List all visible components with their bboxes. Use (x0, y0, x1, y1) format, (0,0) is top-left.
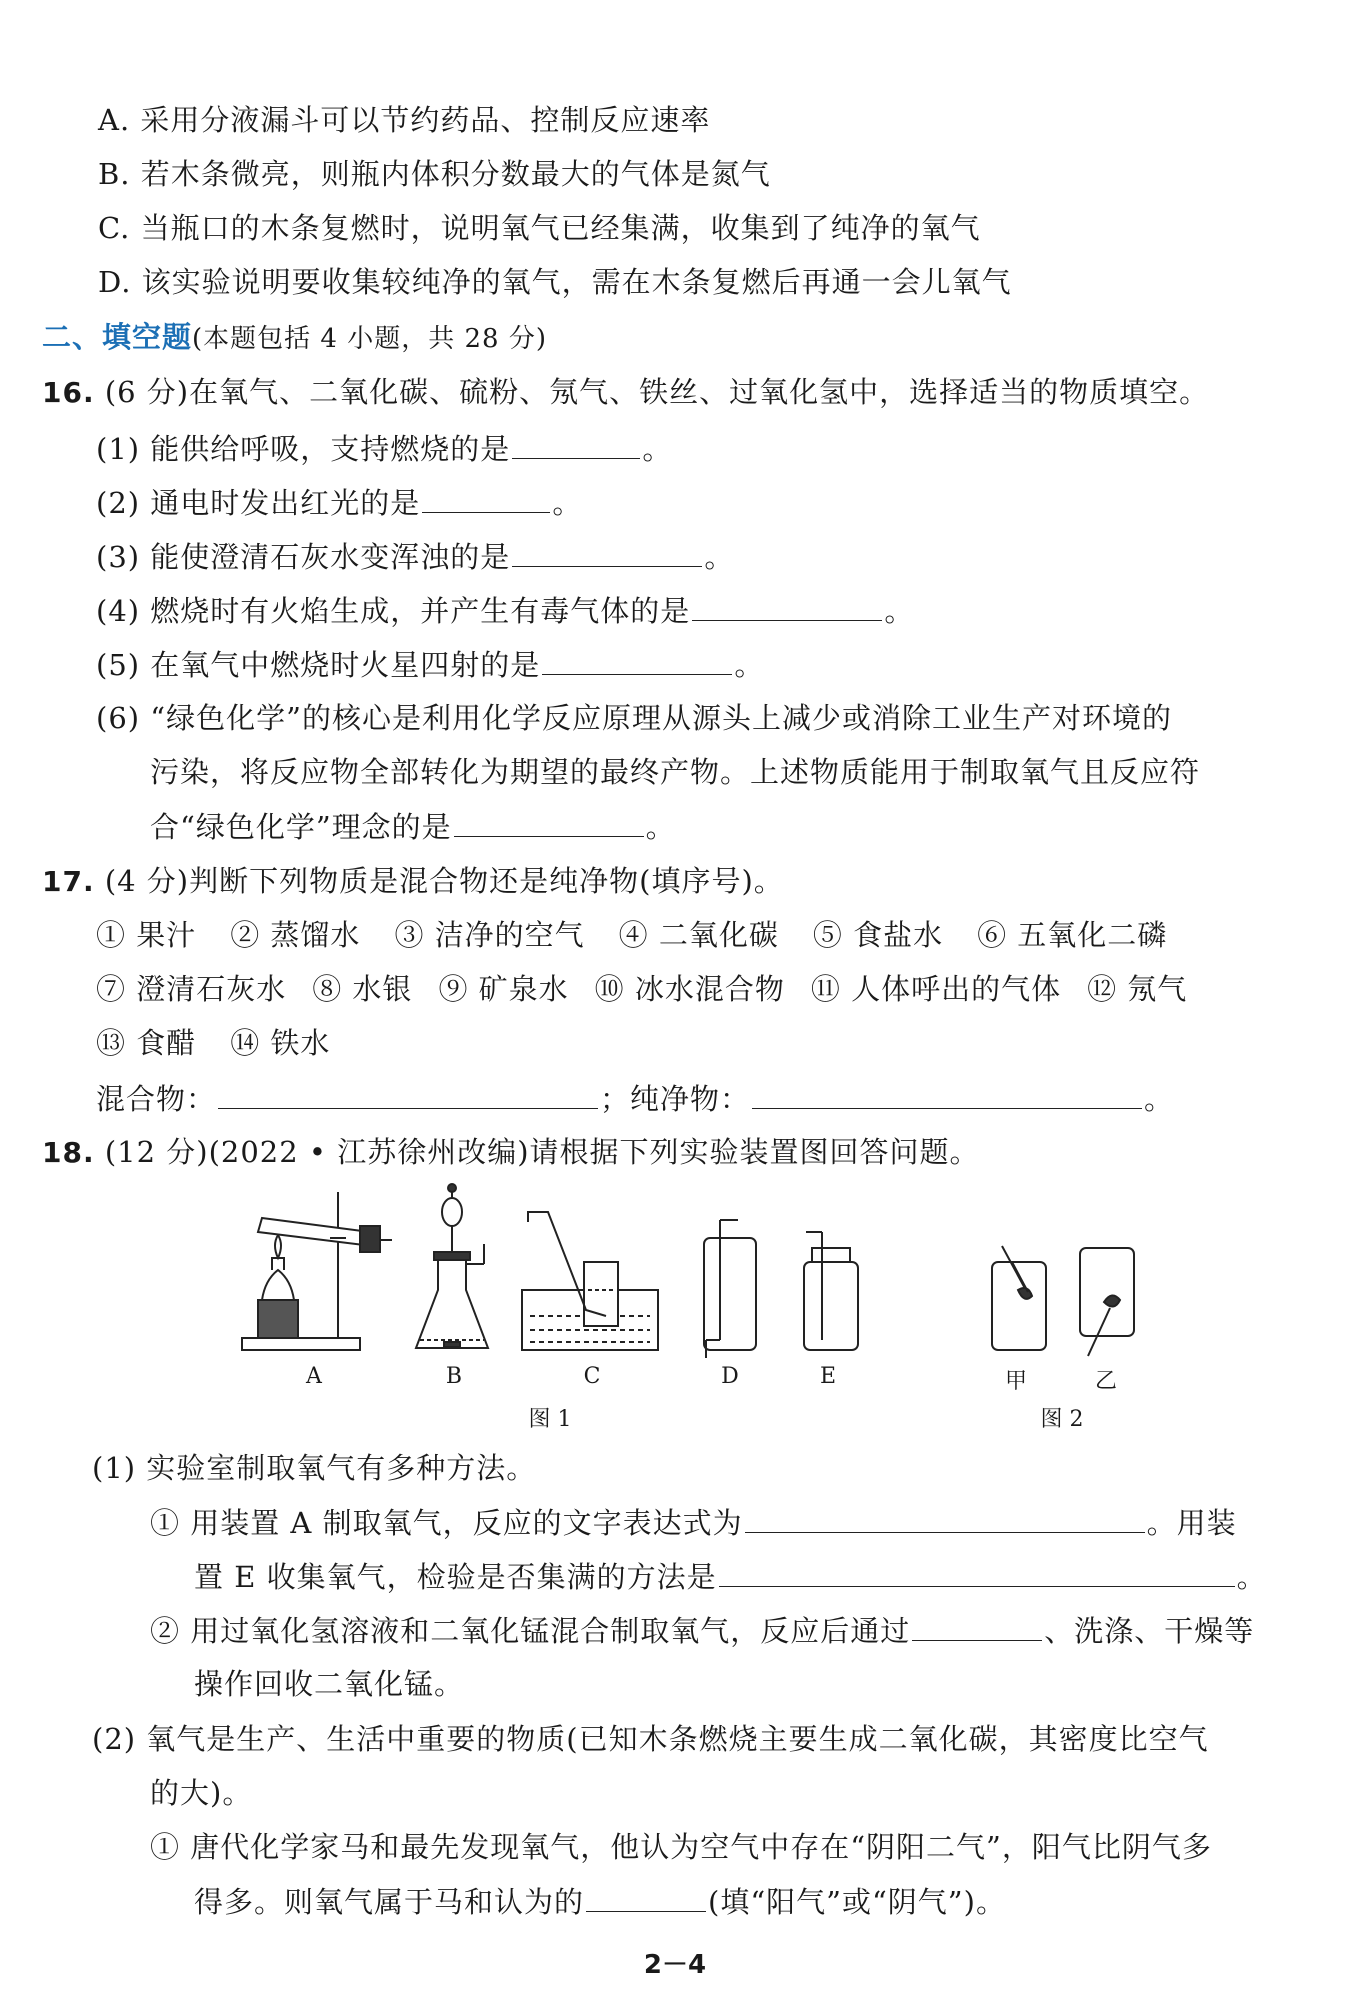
apparatus-a (242, 1192, 392, 1350)
q18-part1b-suffix: 、洗涤、干燥等 (1044, 1614, 1255, 1648)
q18-part1a-text2: 置 E 收集氧气，检验是否集满的方法是 (194, 1560, 717, 1594)
option-b: B. 若木条微亮，则瓶内体积分数最大的气体是氮气 (98, 157, 771, 191)
page-number: 2－4 (643, 1950, 707, 1980)
mixture-blank[interactable] (218, 1078, 598, 1109)
figure1-caption: 图 1 (528, 1407, 572, 1432)
answer-blank[interactable] (512, 428, 640, 459)
q18-part1b-line2: 操作回收二氧化锰。 (194, 1667, 465, 1701)
substance-item: ⑫ 氖气 (1087, 972, 1188, 1006)
q18-stem-text: (12 分)(2022 • 江苏徐州改编)请根据下列实验装置图回答问题。 (104, 1135, 980, 1169)
substance-item: ⑬ 食醋 (96, 1026, 197, 1060)
substance-item: ⑭ 铁水 (230, 1026, 331, 1060)
q18-number: 18. (42, 1136, 95, 1169)
period: 。 (645, 810, 676, 844)
section-title: 二、填空题 (42, 320, 193, 354)
q17-items-row3 (96, 1023, 364, 1063)
q16-part1-text: (1) 能供给呼吸，支持燃烧的是 (96, 432, 511, 466)
q16-part4-text: (4) 燃烧时有火焰生成，并产生有毒气体的是 (96, 594, 691, 628)
q16-part6-line3 (150, 806, 676, 847)
q18-part2a-text: 得多。则氧气属于马和认为的 (194, 1885, 585, 1919)
apparatus-d (704, 1220, 756, 1358)
answer-blank[interactable] (542, 644, 732, 675)
period: 。 (884, 594, 915, 628)
q18-part2a-line2 (194, 1881, 1006, 1922)
period: 。 (552, 486, 583, 520)
q16-number: 16. (42, 376, 95, 409)
label-d: D (721, 1364, 739, 1389)
apparatus-c (522, 1212, 658, 1350)
period: 。 (1144, 1082, 1175, 1116)
substance-item: ⑪ 人体呼出的气体 (810, 972, 1062, 1006)
section-note: (本题包括 4 小题，共 28 分) (192, 324, 547, 354)
answer-blank[interactable] (912, 1610, 1042, 1641)
apparatus-jia (992, 1246, 1046, 1350)
label-yi: 乙 (1094, 1369, 1117, 1394)
apparatus-e (804, 1232, 858, 1350)
q18-part1: (1) 实验室制取氧气有多种方法。 (92, 1451, 537, 1485)
q18-part1a-line1 (150, 1502, 1237, 1543)
answer-blank[interactable] (454, 806, 644, 837)
q18-part2-line1: (2) 氧气是生产、生活中重要的物质(已知木条燃烧主要生成二氧化碳，其密度比空气 (92, 1722, 1209, 1756)
section-heading (42, 317, 547, 359)
pure-blank[interactable] (752, 1078, 1142, 1109)
q16-part3-text: (3) 能使澄清石灰水变浑浊的是 (96, 540, 511, 574)
q16-part5-text: (5) 在氧气中燃烧时火星四射的是 (96, 648, 541, 682)
q16-part1 (96, 428, 672, 469)
q16-part2-text: (2) 通电时发出红光的是 (96, 486, 421, 520)
q16-part6-text: 合“绿色化学”理念的是 (150, 810, 452, 844)
figure2-caption: 图 2 (1040, 1407, 1084, 1432)
q18-part1a-text: ① 用装置 A 制取氧气，反应的文字表达式为 (150, 1506, 743, 1540)
q17-items-row1 (96, 915, 1167, 955)
substance-item: ④ 二氧化碳 (618, 918, 779, 952)
q16-part3 (96, 536, 734, 577)
substance-item: ① 果汁 (96, 918, 197, 952)
option-c: C. 当瓶口的木条复燃时，说明氧气已经集满，收集到了纯净的氧气 (98, 211, 981, 245)
answer-blank[interactable] (512, 536, 702, 567)
q18-part1a-suffix: 。用装 (1146, 1506, 1237, 1540)
q17-items-row2 (96, 969, 1187, 1009)
substance-item: ⑨ 矿泉水 (438, 972, 569, 1006)
q18-part2a-suffix: (填“阳气”或“阴气”)。 (708, 1885, 1006, 1919)
q16-stem-text: (6 分)在氧气、二氧化碳、硫粉、氖气、铁丝、过氧化氢中，选择适当的物质填空。 (104, 375, 1210, 409)
substance-item: ⑥ 五氧化二磷 (977, 918, 1168, 952)
answer-blank[interactable] (745, 1502, 1145, 1533)
q16-part6-line1: (6) “绿色化学”的核心是利用化学反应原理从源头上减少或消除工业生产对环境的 (96, 701, 1172, 735)
period: 。 (704, 540, 735, 574)
substance-item: ③ 洁净的空气 (394, 918, 585, 952)
substance-item: ⑩ 冰水混合物 (594, 972, 785, 1006)
mixture-label: 混合物： (96, 1082, 217, 1116)
answer-blank[interactable] (586, 1881, 706, 1912)
label-e: E (819, 1364, 837, 1389)
q18-part2a-line1: ① 唐代化学家马和最先发现氧气，他认为空气中存在“阴阳二气”，阳气比阴气多 (150, 1830, 1212, 1864)
q18-part1a-line2 (194, 1556, 1267, 1597)
q18-part2-line2: 的大)。 (150, 1776, 253, 1810)
substance-item: ② 蒸馏水 (230, 918, 361, 952)
label-b: B (445, 1364, 463, 1389)
period: 。 (1236, 1560, 1267, 1594)
answer-blank[interactable] (422, 482, 550, 513)
q18-part1b-text: ② 用过氧化氢溶液和二氧化锰混合制取氧气，反应后通过 (150, 1614, 911, 1648)
q18-part1b-line1 (150, 1610, 1254, 1651)
q16-stem (42, 372, 1209, 413)
q17-stem (42, 861, 784, 902)
option-d: D. 该实验说明要收集较纯净的氧气，需在木条复燃后再通一会儿氧气 (98, 265, 1012, 299)
answer-blank[interactable] (719, 1556, 1235, 1587)
q17-stem-text: (4 分)判断下列物质是混合物还是纯净物(填序号)。 (104, 864, 784, 898)
substance-item: ⑦ 澄清石灰水 (96, 972, 287, 1006)
answer-blank[interactable] (692, 590, 882, 621)
pure-label: ；纯净物： (600, 1082, 751, 1116)
q18-stem (42, 1132, 980, 1173)
q17-answer (96, 1078, 1174, 1119)
option-a: A. 采用分液漏斗可以节约药品、控制反应速率 (98, 103, 711, 137)
period: 。 (642, 432, 673, 466)
q16-part2 (96, 482, 582, 523)
label-jia: 甲 (1004, 1369, 1027, 1394)
label-c: C (583, 1364, 601, 1389)
q17-number: 17. (42, 865, 95, 898)
apparatus-yi (1080, 1248, 1134, 1356)
q16-part4 (96, 590, 914, 631)
substance-item: ⑤ 食盐水 (812, 918, 944, 952)
period: 。 (734, 648, 765, 682)
substance-item: ⑧ 水银 (312, 972, 413, 1006)
label-a: A (306, 1364, 322, 1389)
q16-part5 (96, 644, 764, 685)
q16-part6-line2: 污染，将反应物全部转化为期望的最终产物。上述物质能用于制取氧气且反应符 (150, 755, 1201, 789)
apparatus-b (416, 1184, 488, 1348)
